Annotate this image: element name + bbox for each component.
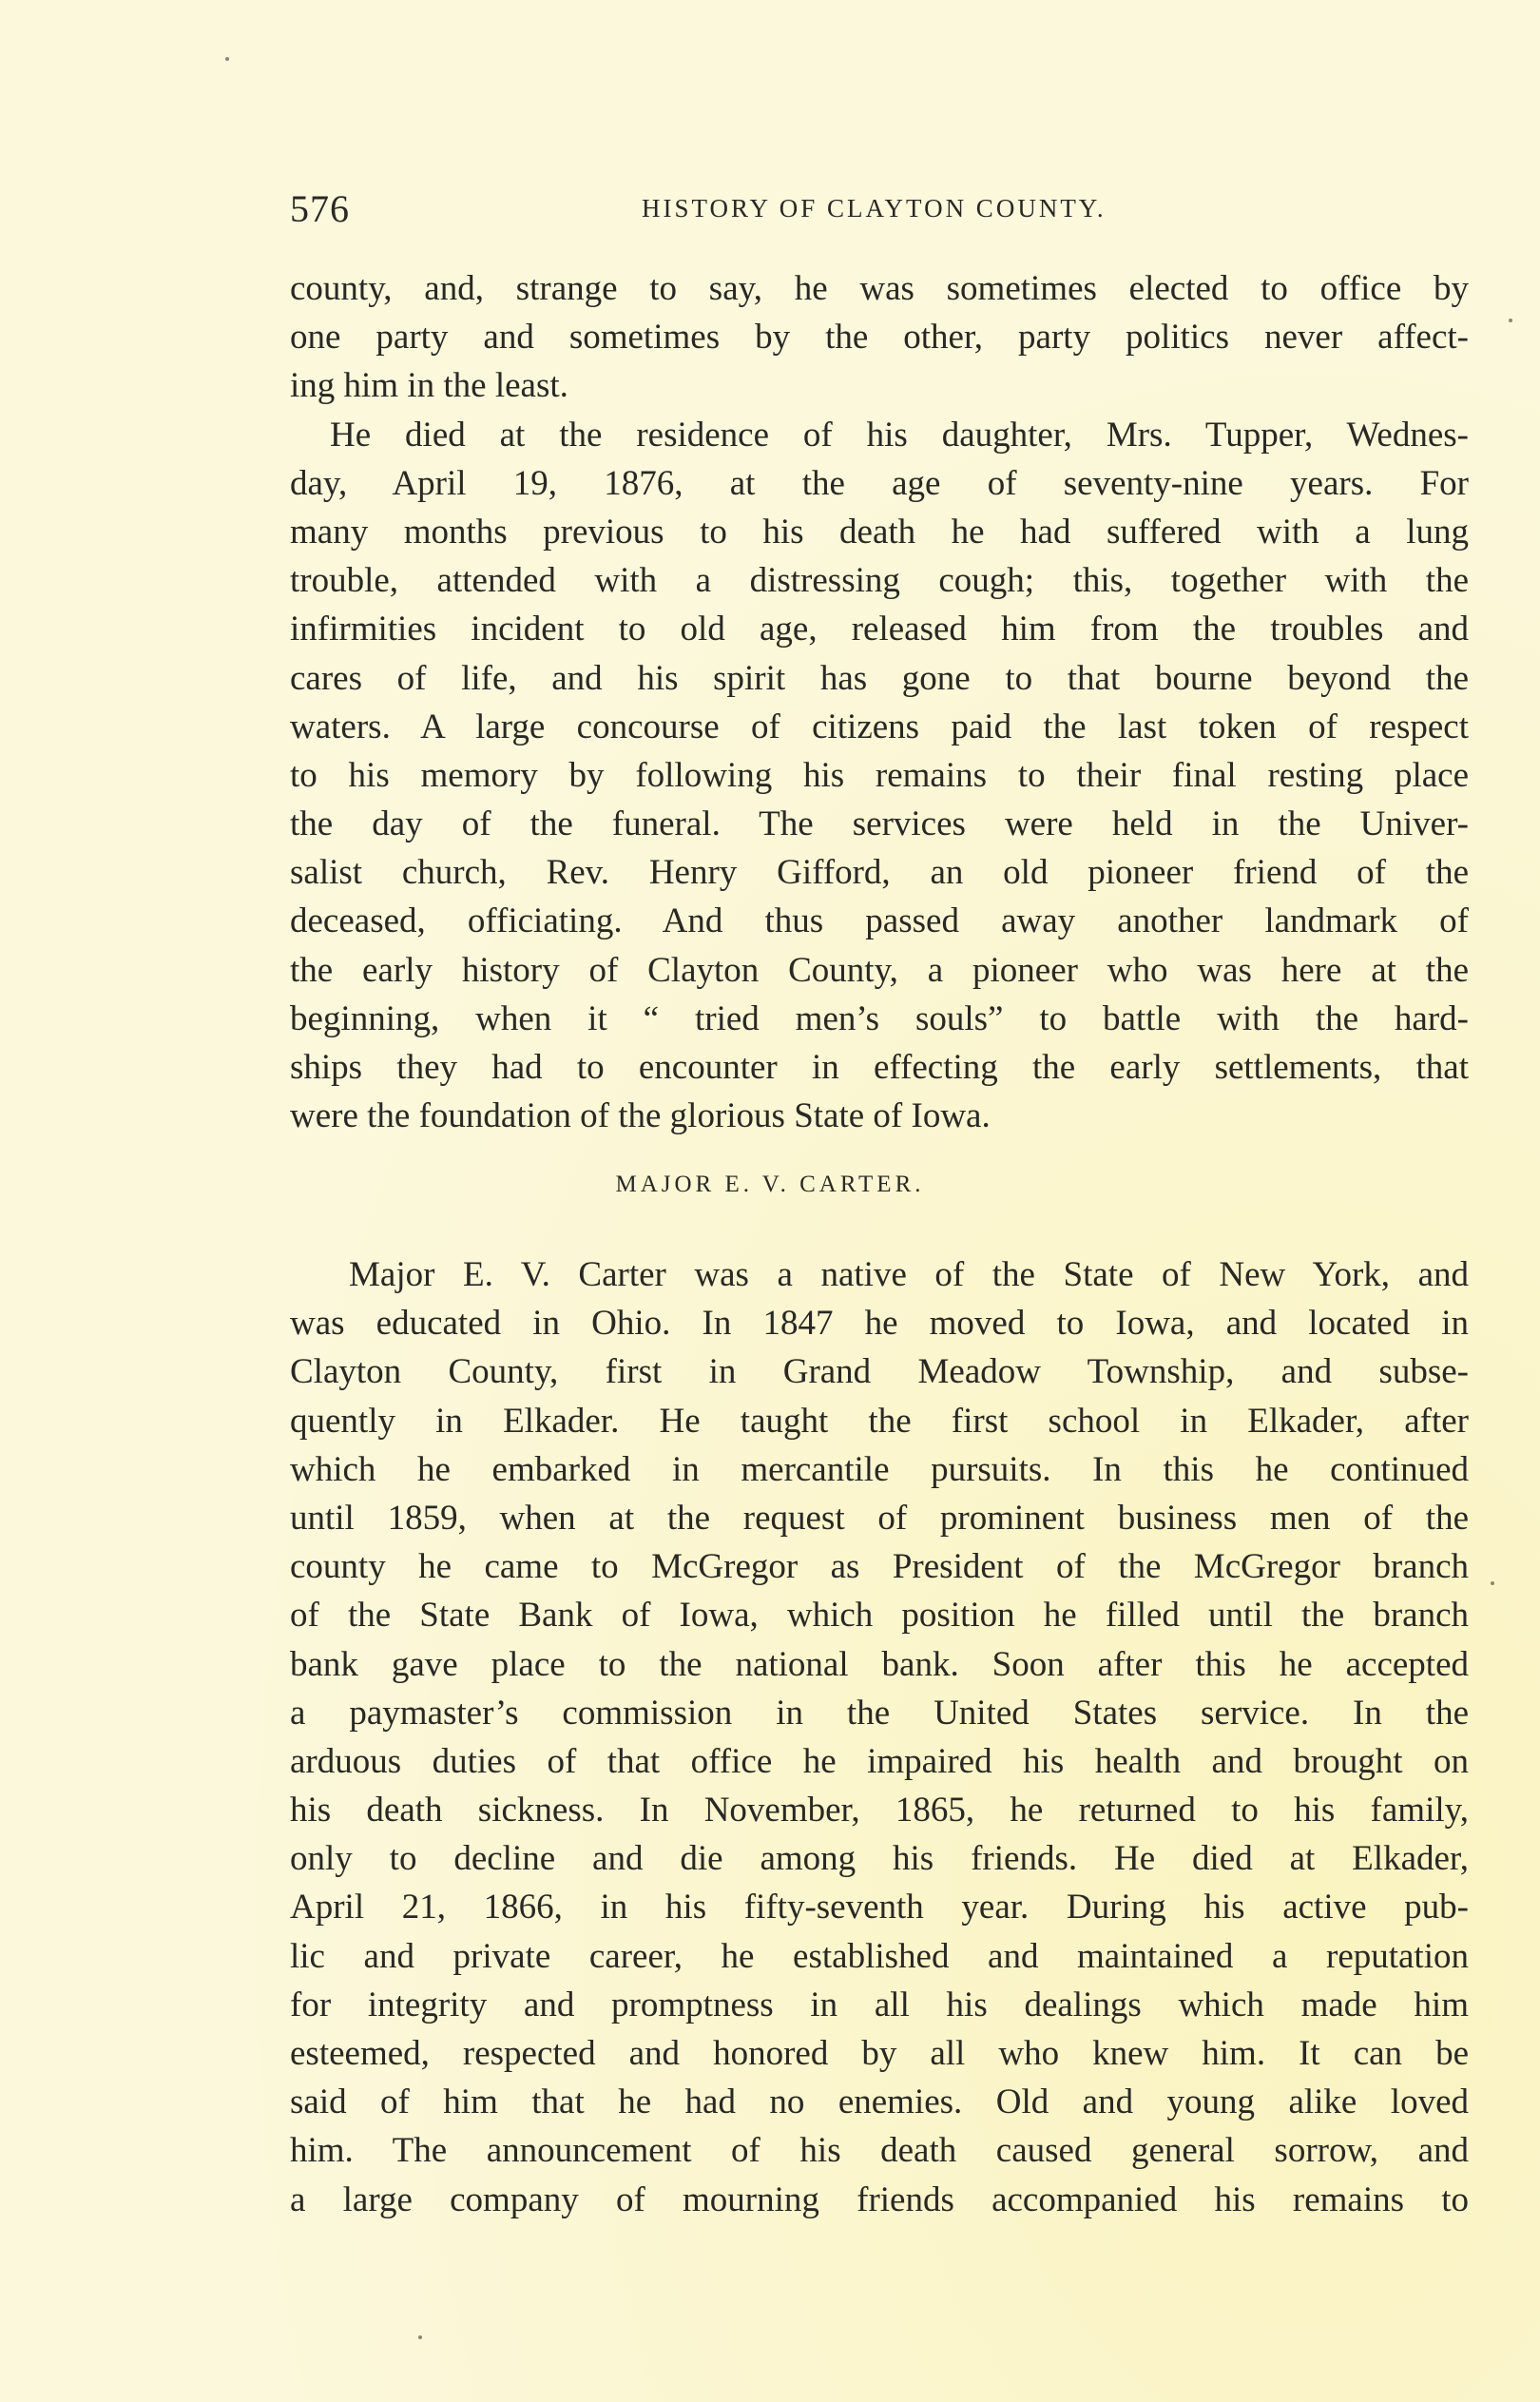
text-line: of the State Bank of Iowa, which position he filled until the branch bbox=[290, 1596, 1469, 1636]
body-text-lower bbox=[290, 1250, 1469, 2224]
text-line: Major E. V. Carter was a native of the State of New York, and bbox=[349, 1255, 1469, 1294]
text-line: said of him that he had no enemies. Old and young alike loved bbox=[290, 2082, 1469, 2122]
text-line: his death sickness. In November, 1865, he returned to his family, bbox=[290, 1791, 1469, 1831]
text-line: him. The announcement of his death caused general sorrow, and bbox=[290, 2131, 1469, 2171]
text-line: day, April 19, 1876, at the age of seventy-nine years. For bbox=[290, 463, 1469, 503]
text-line: for integrity and promptness in all his dealings which made him bbox=[290, 1985, 1469, 2024]
text-line: cares of life, and his spirit has gone to that bourne beyond the bbox=[290, 658, 1469, 698]
text-line: was educated in Ohio. In 1847 he moved to Iowa, and located in bbox=[290, 1304, 1469, 1344]
text-line: April 21, 1866, in his fifty-seventh year. During his active pub- bbox=[290, 1888, 1469, 1927]
paper-speck bbox=[1509, 319, 1512, 322]
text-line: Clayton County, first in Grand Meadow Township, and subse- bbox=[290, 1352, 1469, 1392]
book-title: HISTORY OF CLAYTON COUNTY. bbox=[642, 194, 1107, 223]
text-line: many months previous to his death he had suffered with a lung bbox=[290, 512, 1469, 552]
text-line: waters. A large concourse of citizens paid the last token of respect bbox=[290, 707, 1469, 746]
text-line: a large company of mourning friends accompanied his remains to bbox=[290, 2179, 1469, 2219]
text-line: quently in Elkader. He taught the first school in Elkader, after bbox=[290, 1401, 1469, 1441]
text-line: beginning, when it “ tried men’s souls” to battle with the hard- bbox=[290, 998, 1469, 1038]
text-line: infirmities incident to old age, released him from the troubles and bbox=[290, 610, 1469, 649]
text-line: to his memory by following his remains to their final resting place bbox=[290, 755, 1469, 795]
section-heading: MAJOR E. V. CARTER. bbox=[615, 1172, 925, 1197]
paper-speck bbox=[1491, 1581, 1494, 1585]
text-line: until 1859, when at the request of prominent business men of the bbox=[290, 1498, 1469, 1538]
text-line: were the foundation of the glorious State of Iowa. bbox=[290, 1096, 991, 1136]
text-line: He died at the residence of his daughter, Mrs. Tupper, Wednes- bbox=[330, 415, 1469, 455]
text-line: the early history of Clayton County, a pioneer who was here at the bbox=[290, 950, 1469, 990]
text-line: esteemed, respected and honored by all who knew him. It can be bbox=[290, 2034, 1469, 2073]
text-line: a paymaster’s commission in the United States service. In the bbox=[290, 1693, 1469, 1733]
text-line: which he embarked in mercantile pursuits. In this he continued bbox=[290, 1449, 1469, 1489]
paper-speck bbox=[225, 57, 229, 61]
body-text-upper bbox=[290, 264, 1469, 1140]
text-line: county, and, strange to say, he was sometimes elected to office by bbox=[290, 269, 1469, 308]
text-line: lic and private career, he established and maintained a reputation bbox=[290, 1936, 1469, 1976]
running-head bbox=[290, 186, 1473, 234]
text-line: bank gave place to the national bank. Soon after this he accepted bbox=[290, 1644, 1469, 1684]
page-number: 576 bbox=[290, 187, 350, 230]
text-line: salist church, Rev. Henry Gifford, an old pioneer friend of the bbox=[290, 853, 1469, 893]
text-line: the day of the funeral. The services were held in the Univer- bbox=[290, 804, 1469, 844]
text-line: trouble, attended with a distressing cough; this, together with the bbox=[290, 561, 1469, 601]
text-line: ships they had to encounter in effecting the early settlements, that bbox=[290, 1048, 1469, 1087]
text-line: one party and sometimes by the other, party politics never affect- bbox=[290, 318, 1469, 358]
text-line: county he came to McGregor as President of the McGregor branch bbox=[290, 1547, 1469, 1587]
text-line: ing him in the least. bbox=[290, 366, 568, 406]
text-line: only to decline and die among his friends. He died at Elkader, bbox=[290, 1839, 1469, 1879]
text-line: arduous duties of that office he impaired his health and brought on bbox=[290, 1741, 1469, 1781]
text-line: deceased, officiating. And thus passed away another landmark of bbox=[290, 901, 1469, 941]
paper-speck bbox=[418, 2335, 422, 2339]
